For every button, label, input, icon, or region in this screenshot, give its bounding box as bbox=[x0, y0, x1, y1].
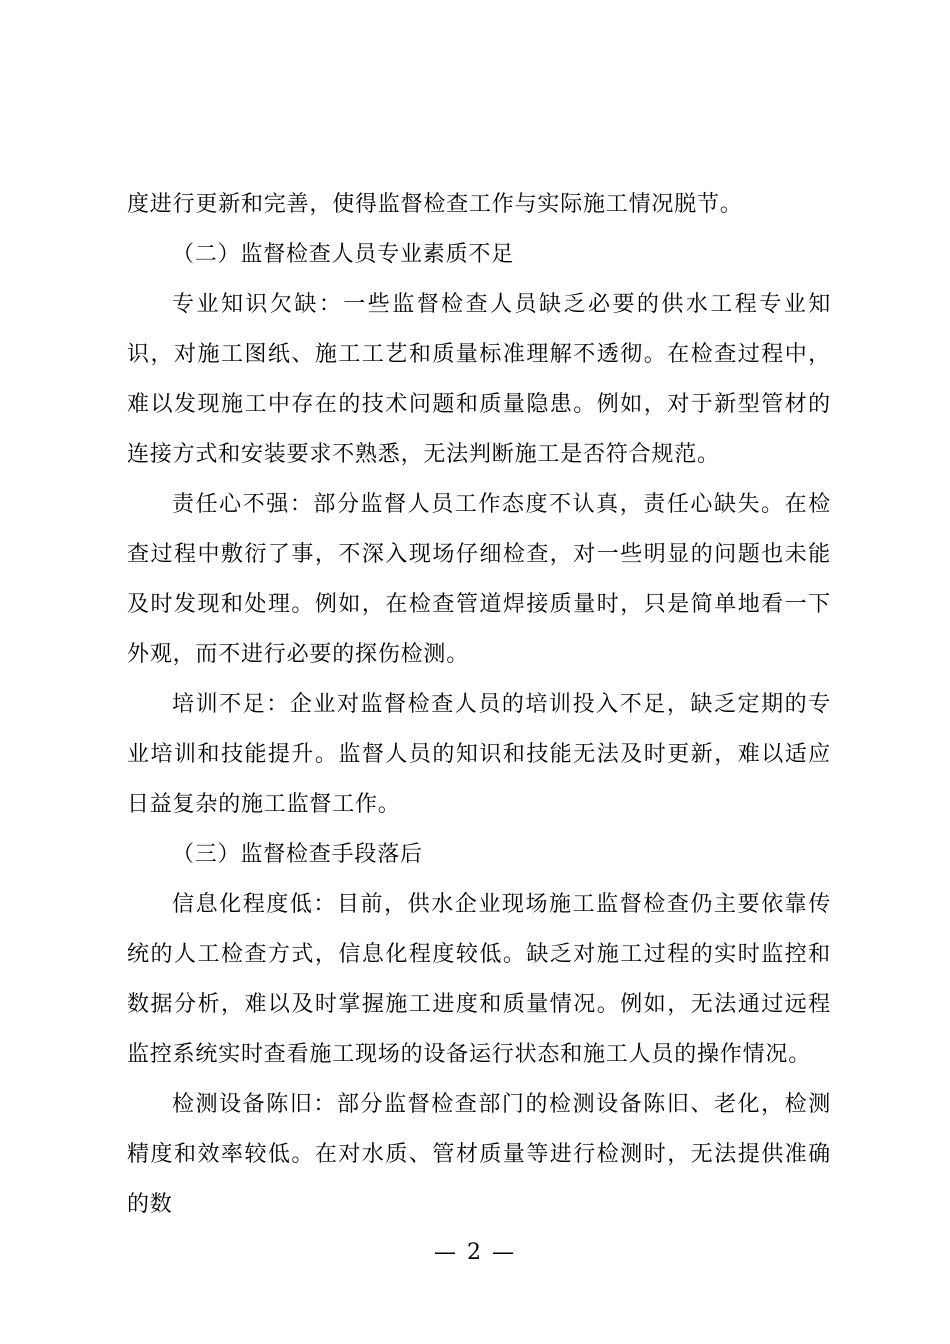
paragraph-responsibility: 责任心不强：部分监督人员工作态度不认真，责任心缺失。在检查过程中敷衍了事，不深入现场仔细检查，对一些明显的问题也未能及时发现和处理。例如，在检查管道焊接质量时，只是简单地看一下外观，而不进行必要的探伤检测。 bbox=[127, 492, 831, 667]
paragraph-continuation: 度进行更新和完善，使得监督检查工作与实际施工情况脱节。 bbox=[127, 192, 743, 217]
section-heading-2: （二）监督检查人员专业素质不足 bbox=[172, 242, 515, 267]
section-heading-3: （三）监督检查手段落后 bbox=[172, 842, 423, 867]
paragraph-informatization: 信息化程度低：目前，供水企业现场施工监督检查仍主要依靠传统的人工检查方式，信息化程度较低。缺乏对施工过程的实时监控和数据分析，难以及时掌握施工进度和质量情况。例如，无法通过远程监控系统实时查看施工现场的设备运行状态和施工人员的操作情况。 bbox=[127, 892, 831, 1067]
page-number: — 2 — bbox=[434, 1240, 516, 1265]
paragraph-equipment: 检测设备陈旧：部分监督检查部门的检测设备陈旧、老化，检测精度和效率较低。在对水质、管材质量等进行检测时，无法提供准确的数 bbox=[127, 1092, 831, 1217]
paragraph-training: 培训不足：企业对监督检查人员的培训投入不足，缺乏定期的专业培训和技能提升。监督人员的知识和技能无法及时更新，难以适应日益复杂的施工监督工作。 bbox=[127, 692, 831, 817]
document-body bbox=[127, 180, 831, 1230]
paragraph-professional-knowledge: 专业知识欠缺：一些监督检查人员缺乏必要的供水工程专业知识，对施工图纸、施工工艺和质量标准理解不透彻。在检查过程中，难以发现施工中存在的技术问题和质量隐患。例如，对于新型管材的连接方式和安装要求不熟悉，无法判断施工是否符合规范。 bbox=[127, 292, 831, 467]
